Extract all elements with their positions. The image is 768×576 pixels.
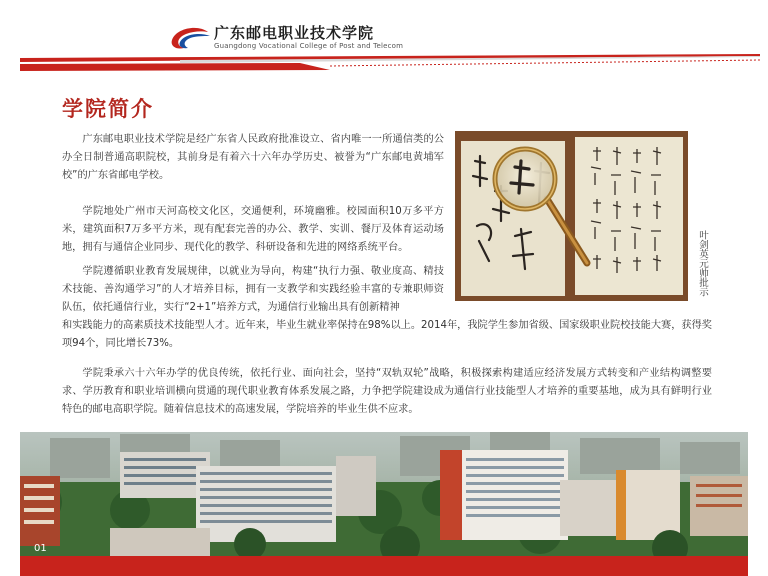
- page-title: 学院简介: [62, 96, 154, 121]
- intro-paragraph-4: 学院秉承六十六年办学的优良传统，依托行业、面向社会，坚持“双轨双轮”战略，积极探索构建适应经济发展方式转变和产业结构调整要求、学历教育和职业培训横向贯通的现代职业教育体系发展之路，力争把学院建设成为通信行业技能型人才培养的重要基地，成为具有鲜明行业特色的邮电高职学院。随着信息技术的高速发展，学院培养的毕业生供不应求。: [62, 368, 712, 415]
- intro-paragraph-3-continued: 和实践能力的高素质技术技能型人才。近年来，毕业生就业率保持在98%以上。2014年，我院学生参加省级、国家级职业院校技能大赛，获得奖项94个，同比增长73%。: [62, 320, 712, 349]
- calligraphy-photo: [455, 131, 688, 301]
- footer-bar: [20, 556, 748, 576]
- header-stripes: [0, 0, 768, 80]
- intro-paragraph-2: 学院地处广州市天河高校文化区，交通便利，环境幽雅。校园面积10万多平方米，建筑面积7万多平方米，现有配套完善的办公、教学、实训、餐厅及体育运动场地，拥有与通信企业同步、现代化的教学、科研设备和先进的网络系统平台。: [62, 206, 444, 253]
- school-name-english: Guangdong Vocational College of Post and Telecom: [214, 42, 404, 50]
- college-logo-icon: [168, 26, 212, 52]
- campus-panorama-image: [20, 432, 748, 556]
- photo-caption: 叶剑英元帅批示: [697, 230, 708, 297]
- page-number: 01: [34, 543, 47, 554]
- school-name-chinese: 广东邮电职业技术学院: [214, 24, 375, 42]
- intro-paragraph-3: 学院遵循职业教育发展规律，以就业为导向，构建“执行力强、敬业度高、精技术技能、善沟通学习”的人才培养目标，拥有一支教学和实践经验丰富的专兼职师资队伍，依托通信行业，实行“2+1”培养方式，为通信行业输出具有创新精神: [62, 266, 444, 313]
- intro-paragraph-1: 广东邮电职业技术学院是经广东省人民政府批准设立、省内唯一一所通信类的公办全日制普通高职院校，其前身是有着六十六年办学历史、被誉为“广东邮电黄埔军校”的广东省邮电学校。: [62, 134, 444, 181]
- page-header: [0, 0, 768, 80]
